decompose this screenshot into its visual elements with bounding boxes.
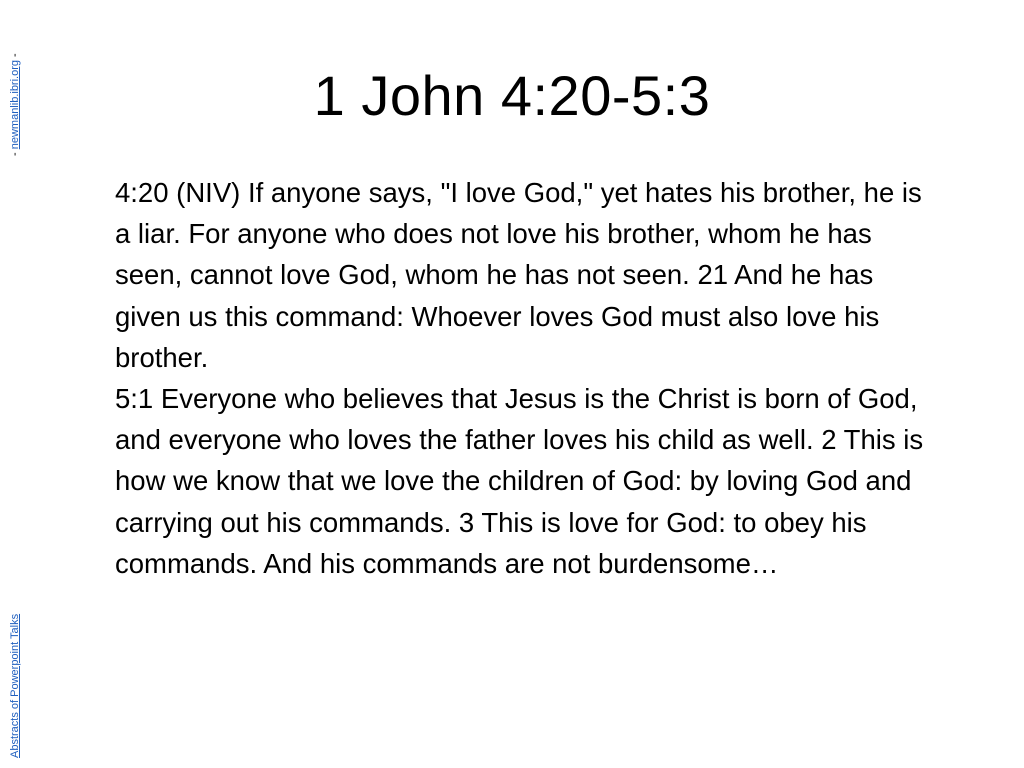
side-credit-bottom [8, 614, 22, 758]
credit-suffix: - [9, 53, 21, 60]
slide-title: 1 John 4:20-5:3 [313, 64, 711, 127]
verse-paragraph-5-1: 5:1 Everyone who believes that Jesus is the Christ is born of God, and everyone who loves the father loves his child as well. 2 This is how we know that we love the children of God: by loving God and carrying out his commands. 3 This is love for God: to obey his commands. And his commands are not burdensome… [115, 383, 924, 579]
slide-body [115, 172, 925, 584]
credit-prefix: - [9, 149, 21, 156]
verse-paragraph-4-20: 4:20 (NIV) If anyone says, "I love God," yet hates his brother, he is a liar. For anyone who does not love his brother, whom he has seen, cannot love God, whom he has not seen. 21 And he has given us this command: Whoever loves God must also love his brother. [115, 177, 922, 373]
newmanlib-link[interactable]: newmanlib.ibri.org [9, 60, 21, 150]
abstracts-link[interactable]: Abstracts of Powerpoint Talks [9, 613, 21, 758]
